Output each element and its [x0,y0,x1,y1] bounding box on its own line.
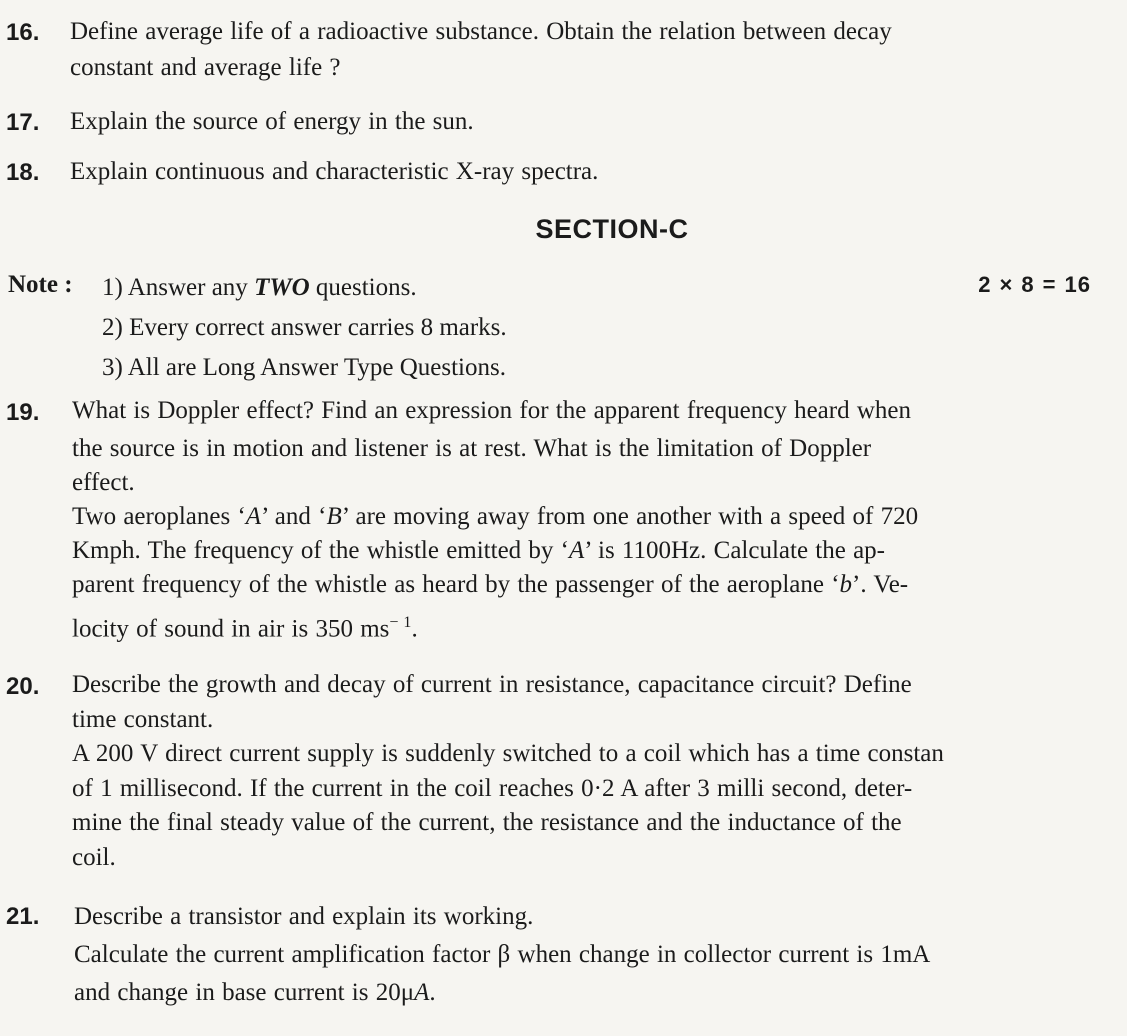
question-line: locity of sound in air is 350 $ms^{- 1}$. [72,614,418,643]
marks-each: 8 [1021,272,1035,297]
question-number: 16. [6,19,40,46]
note-item-2: 2) Every correct answer carries 8 marks. [102,314,507,341]
section-title [0,214,1127,245]
marks-total: 16 [1064,272,1091,297]
question-line: Explain the source of energy in the sun. [70,108,474,135]
question-line: mine the final steady value of the current, the resistance and the inductance of the [72,809,902,836]
note-emphasis: TWO [254,274,310,301]
note-text: 1) Answer any [102,274,255,301]
section-title-text: SECTION-C [535,214,689,244]
note-item-3: 3) All are Long Answer Type Questions. [102,354,506,381]
question-text [72,394,1097,646]
question-line: Explain continuous and characteristic X-ray spectra. [70,158,599,185]
question-line: time constant. [72,705,214,733]
question-text [70,104,1097,140]
equals-sign: = [1042,272,1057,297]
question-line: Describe a transistor and explain its working. [74,903,534,930]
question-line: parent frequency of the whistle as heard by the passenger of the aeroplane ‘b’. Ve- [72,571,909,598]
times-sign: × [999,272,1014,297]
question-line: the source is in motion and listener is at rest. What is the limitation of Doppler [72,435,872,462]
question-line: Calculate the current amplification factor β when change in collector current is 1mA [74,941,931,968]
question-number: 18. [6,159,40,186]
marks-count: 2 [978,272,992,297]
question-line: effect. [72,469,135,496]
note-text: questions. [309,274,417,301]
note-items [102,268,507,388]
question-line: and change in base current is 20μA. [74,979,436,1006]
question-number: 20. [6,673,40,700]
question-line: Describe the growth and decay of current in resistance, capacitance circuit? Define [72,671,912,698]
question-text [70,14,1097,86]
question-text [72,668,1097,875]
question-line: coil. [72,843,116,871]
question-number: 17. [6,109,40,136]
question-line: constant and average life ? [70,54,341,81]
question-line: A 200 V direct current supply is suddenly switched to a coil which has a time constan [72,740,944,767]
question-line: Two aeroplanes ‘A’ and ‘B’ are moving away from one another with a speed of 720 [72,503,919,530]
question-line: Kmph. The frequency of the whistle emitted by ‘A’ is 1100Hz. Calculate the ap- [72,537,886,564]
question-number: 19. [6,399,40,426]
question-line: What is Doppler effect? Find an expression for the apparent frequency heard when [72,397,911,424]
question-line: Define average life of a radioactive substance. Obtain the relation between decay [70,18,892,45]
question-number: 21. [6,903,40,930]
marks-formula [974,268,1095,302]
note-label: Note : [8,271,73,298]
question-text [74,898,1097,1012]
question-text [70,154,1097,190]
question-line: of 1 millisecond. If the current in the coil reaches 0·2 A after 3 milli second, deter- [72,774,913,802]
note-item-1 [102,268,507,308]
